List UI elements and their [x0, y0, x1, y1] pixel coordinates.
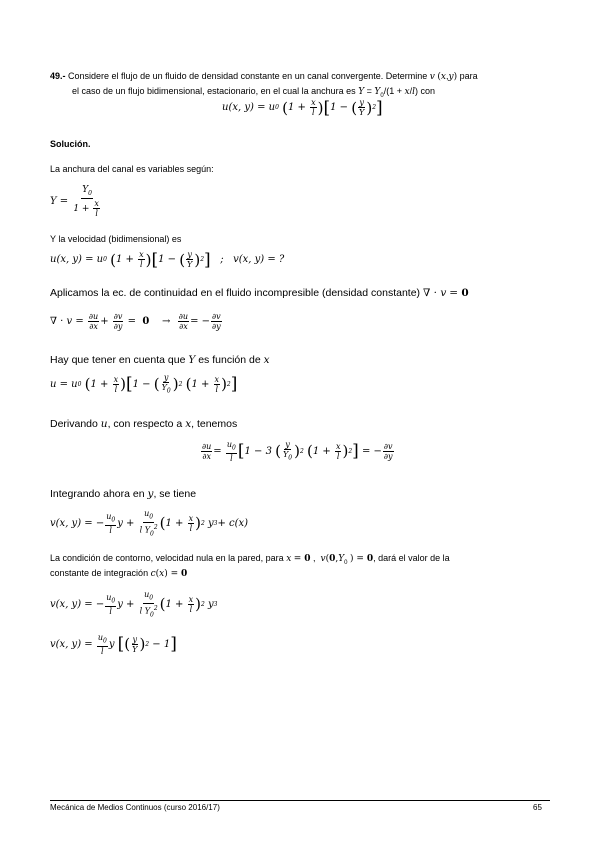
- problem-text-1a: Considere el flujo de un fluido de densidad constante en un canal convergente. Determine: [68, 71, 428, 81]
- width-paragraph: La anchura del canal es variables según:: [50, 164, 214, 174]
- equation-Y: Y = $Y_0$ 1 + $\frac{x}{l}$: [50, 185, 99, 218]
- footer-page-number: 65: [533, 803, 542, 812]
- derive-paragraph: Derivando u, con respecto a x, tenemos: [50, 418, 238, 430]
- footer-rule: [50, 800, 550, 801]
- equation-u-given: u(x, y) = u 0 ( 1 + $\frac{x}{l}$ ) [ 1 − ( $\frac{y}{Y}$ ) 2 ]: [222, 97, 383, 118]
- equation-continuity: ∇ · v = $\frac{\partial u}{\partial x}$ + $\frac{\partial v}{\partial y}$ = 0 → $\frac{\partial u}{\partial x}$ = − $\frac{\partial v}{\partial y}$: [50, 312, 221, 331]
- velocity-paragraph: Y la velocidad (bidimensional) es: [50, 234, 182, 244]
- equation-v-integrated: v(x, y) = − $\frac{u_0}{l}$ y + $\frac{u_0}{l Y_0^2}$ ( 1 + $\frac{x}{l}$ ) 2 y 3 + c(x): [50, 509, 249, 537]
- problem-statement-line-1: 49.- Considere el flujo de un fluido de densidad constante en un canal convergente. Determine v (x,y) para: [50, 71, 478, 82]
- problem-number: 49.-: [50, 71, 66, 81]
- problem-text-2b: con: [420, 86, 435, 96]
- problem-text-2a: el caso de un flujo bidimensional, estacionario, en el cual la anchura es: [72, 86, 356, 96]
- integrate-paragraph: Integrando ahora en y, se tiene: [50, 488, 197, 500]
- equation-u-v: u(x, y) = u 0 ( 1 + $\frac{x}{l}$ ) [ 1 − ( $\frac{y}{Y}$ ) 2 ] ; v(x, y) = ?: [50, 249, 285, 270]
- equation-v-final-1: v(x, y) = − $\frac{u_0}{l}$ y + $\frac{u_0}{l Y_0^2}$ ( 1 + $\frac{x}{l}$ ) 2 y 3: [50, 590, 218, 618]
- solution-heading: Solución.: [50, 139, 91, 149]
- continuity-paragraph: Aplicamos la ec. de continuidad en el fluido incompresible (densidad constante) ∇ · v = 0: [50, 287, 469, 299]
- equation-v-final-2: v(x, y) = $\frac{u_0}{l}$ y [ ( $\frac{y}{Y}$ ) 2 − 1 ]: [50, 633, 177, 656]
- equation-u-expanded: u = u 0 ( 1 + $\frac{x}{l}$ ) [ 1 − ( $\frac{y}{Y_0}$ ) 2 ( 1 + $\frac{x}{l}$ ) 2 ]: [50, 373, 238, 395]
- equation-du-dx: $\frac{\partial u}{\partial x}$ = $\frac{u_0}{l}$ [ 1 − 3 ( $\frac{y}{Y_0}$ ) 2 ( 1 + $\frac{x}{l}$ ) 2 ] = − $\frac{\partial v}{\partial y}$: [202, 440, 393, 463]
- boundary-condition-line-2: constante de integración c(x) = 0: [50, 568, 188, 579]
- y-function-paragraph: Hay que tener en cuenta que Y es función de x: [50, 354, 270, 366]
- problem-statement-line-2: el caso de un flujo bidimensional, estacionario, en el cual la anchura es $Y = Y_0/(1 + x/l)$ con: [72, 86, 435, 99]
- boundary-condition-line-1: La condición de contorno, velocidad nula en la pared, para x = 0 , $v(0,Y_0$ ) = 0, dará el valor de la: [50, 553, 450, 566]
- footer-course: Mecánica de Medios Continuos (curso 2016/17): [50, 803, 220, 812]
- problem-text-1b: para: [459, 71, 478, 81]
